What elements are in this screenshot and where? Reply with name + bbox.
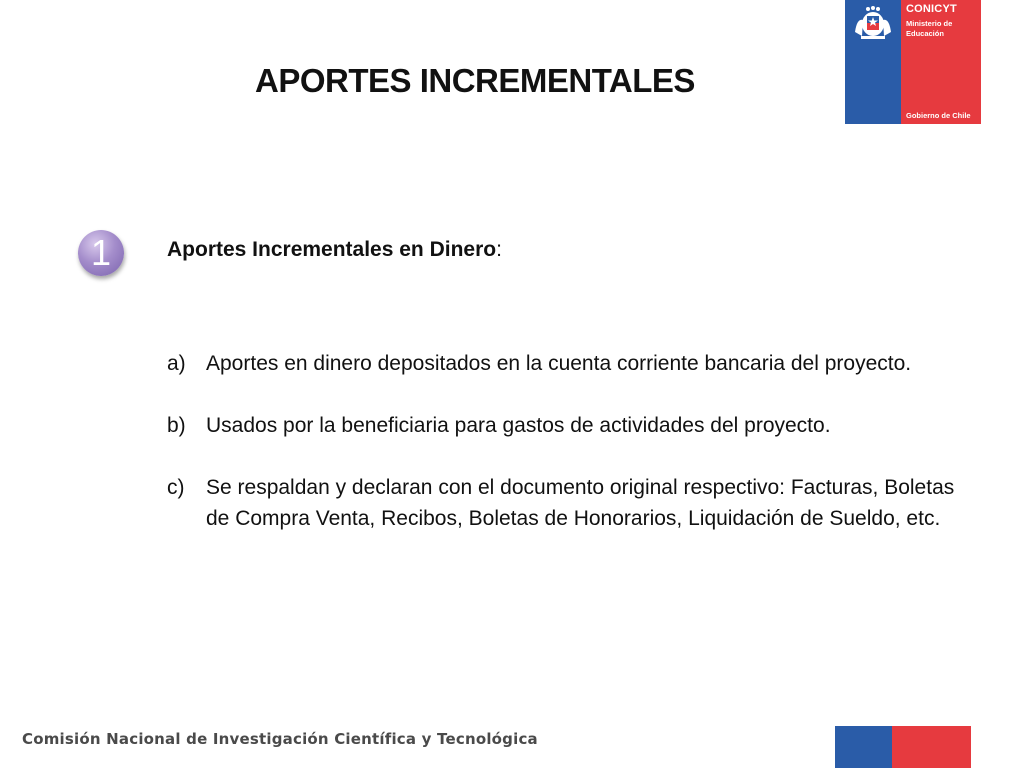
logo-agency-name: CONICYT <box>906 3 957 15</box>
list-item <box>167 410 977 441</box>
list-item-text: Se respaldan y declaran con el documento original respectivo: Facturas, Boletas de Compra Venta, Recibos, Boletas de Honorarios, Liquidación de Sueldo, etc. <box>206 476 955 530</box>
conicyt-logo <box>845 0 981 124</box>
logo-government: Gobierno de Chile <box>906 111 971 120</box>
logo-blue-panel <box>845 0 901 124</box>
chilean-coat-of-arms-icon <box>851 6 895 124</box>
slide-title: APORTES INCREMENTALES <box>255 62 695 99</box>
item-list <box>167 348 977 565</box>
logo-red-panel <box>901 0 981 124</box>
list-item-text: Usados por la beneficiaria para gastos de actividades del proyecto. <box>206 414 831 437</box>
logo-ministry <box>906 19 952 39</box>
section-heading <box>167 238 502 262</box>
footer-agency-name: Comisión Nacional de Investigación Científica y Tecnológica <box>22 730 538 748</box>
section-number-badge: 1 <box>78 230 124 276</box>
list-item-text: Aportes en dinero depositados en la cuenta corriente bancaria del proyecto. <box>206 352 912 375</box>
section-heading-bold: Aportes Incrementales en Dinero <box>167 238 497 261</box>
footer-flag-bar <box>835 726 971 768</box>
list-item-marker: c) <box>167 476 185 499</box>
logo-ministry-line2: Educación <box>906 29 944 38</box>
footer-flag-red <box>892 726 971 768</box>
list-item <box>167 472 977 534</box>
section-heading-suffix: : <box>496 238 502 261</box>
logo-ministry-line1: Ministerio de <box>906 19 953 28</box>
list-item <box>167 348 977 379</box>
footer-flag-blue <box>835 726 892 768</box>
list-item-marker: b) <box>167 414 186 437</box>
list-item-marker: a) <box>167 352 186 375</box>
